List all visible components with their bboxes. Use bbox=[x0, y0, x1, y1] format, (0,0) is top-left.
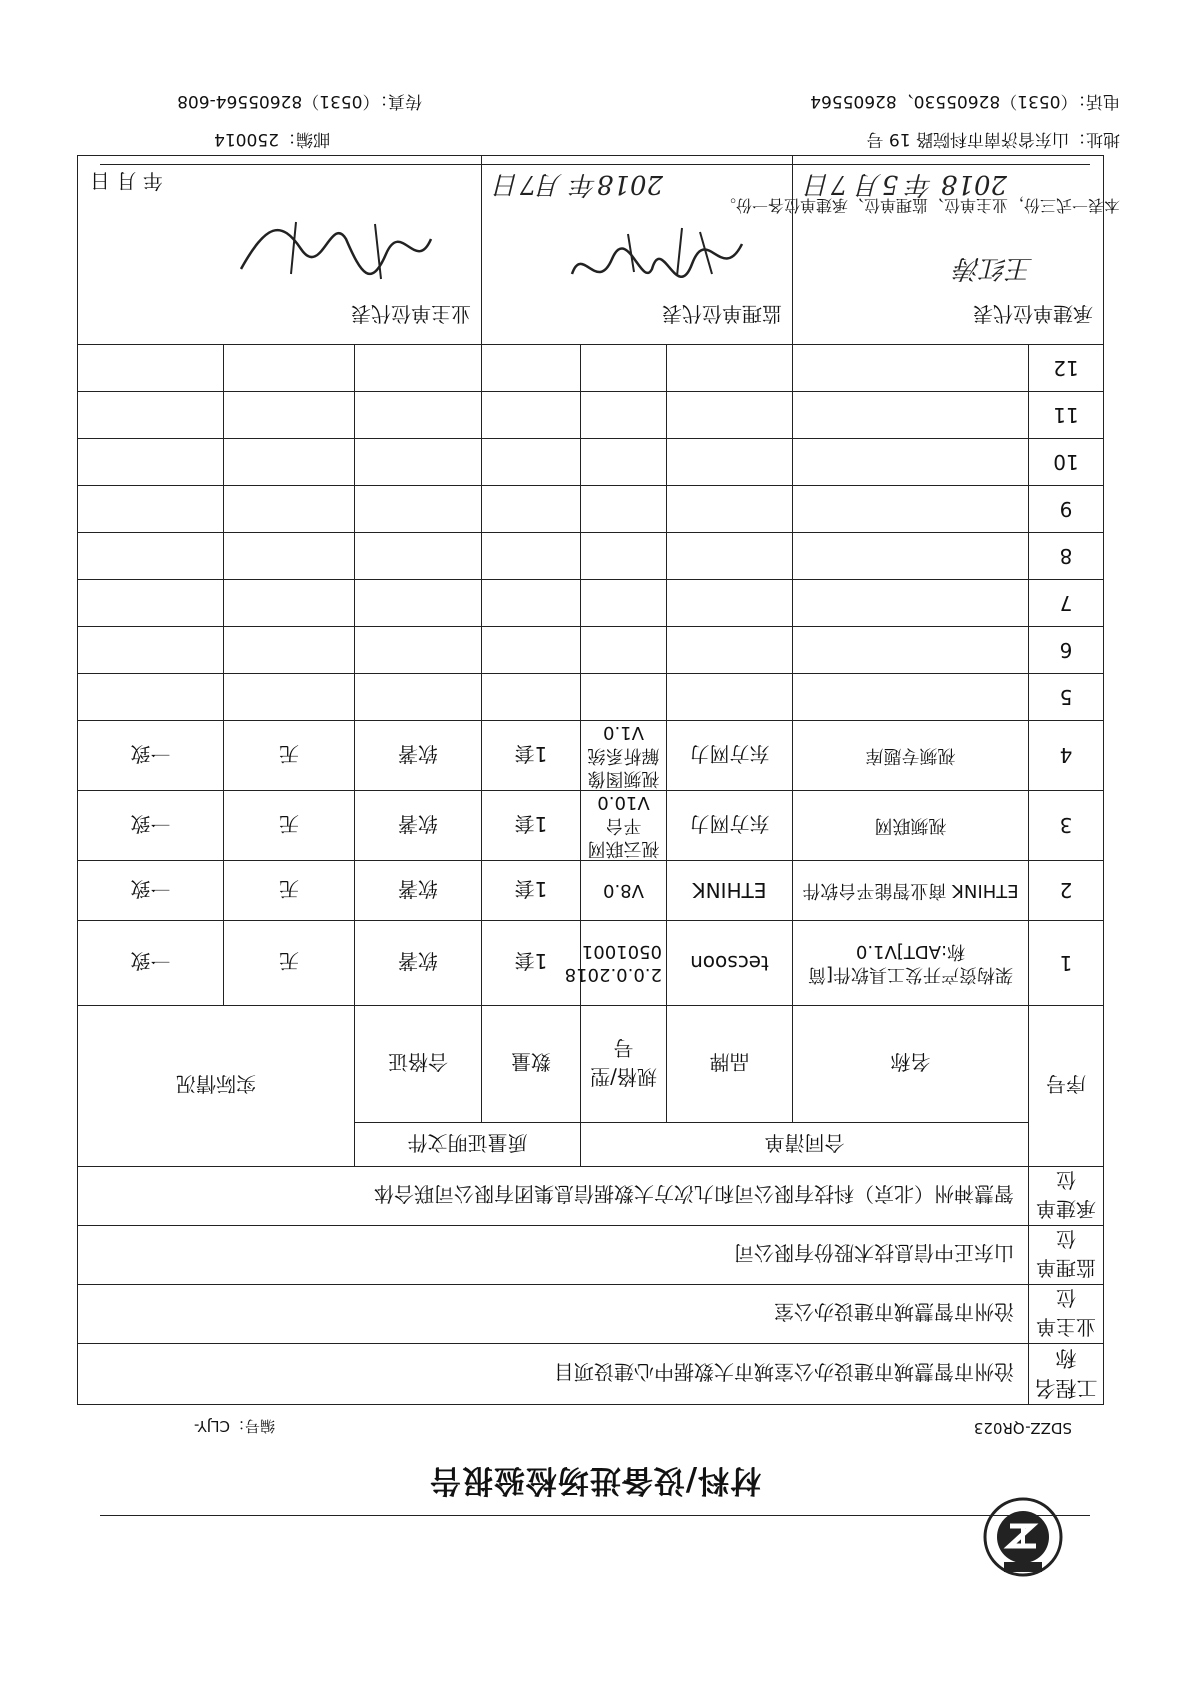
item-brand bbox=[667, 533, 793, 580]
item-brand bbox=[667, 627, 793, 674]
item-quantity bbox=[482, 439, 581, 486]
item-quantity: 1套 bbox=[482, 791, 581, 861]
item-quantity bbox=[482, 486, 581, 533]
form-code: SDZZ-QR023 bbox=[973, 1419, 1072, 1437]
item-actual-situation bbox=[78, 580, 224, 627]
item-test-report bbox=[224, 439, 355, 486]
col-header-cert: 合格证 bbox=[355, 1006, 482, 1123]
footer-postcode: 邮编：250014 bbox=[214, 129, 330, 149]
item-name bbox=[793, 439, 1029, 486]
item-quantity bbox=[482, 674, 581, 721]
item-quantity bbox=[482, 627, 581, 674]
item-brand: 东方网力 bbox=[667, 721, 793, 791]
item-brand: 东方网力 bbox=[667, 791, 793, 861]
item-certificate: 软著 bbox=[355, 861, 482, 921]
item-test-report bbox=[224, 392, 355, 439]
supervisor-signature-scribble bbox=[562, 214, 752, 294]
title-divider-line bbox=[100, 1515, 1090, 1516]
item-name: 视频联网 bbox=[793, 791, 1029, 861]
item-name bbox=[793, 674, 1029, 721]
owner-value: 沧州市智慧城市建设办公室 bbox=[78, 1285, 1029, 1344]
item-model bbox=[581, 533, 667, 580]
item-test-report: 无 bbox=[224, 921, 355, 1006]
footer-phone: 电话：（0531）82605530、82605564 bbox=[810, 91, 1120, 111]
item-brand: ETHINK bbox=[667, 861, 793, 921]
table-row bbox=[78, 345, 1104, 392]
item-quantity: 1套 bbox=[482, 921, 581, 1006]
item-model bbox=[581, 486, 667, 533]
item-quantity bbox=[482, 580, 581, 627]
item-certificate bbox=[355, 627, 482, 674]
item-model: 视频图像解析系统V1.0 bbox=[581, 721, 667, 791]
row-number: 9 bbox=[1029, 486, 1104, 533]
item-actual-situation: 一致 bbox=[78, 721, 224, 791]
row-number: 2 bbox=[1029, 861, 1104, 921]
table-row bbox=[78, 533, 1104, 580]
col-header-brand: 品牌 bbox=[667, 1006, 793, 1123]
item-model bbox=[581, 580, 667, 627]
item-brand: tecsoon bbox=[667, 921, 793, 1006]
row-number: 4 bbox=[1029, 721, 1104, 791]
company-seal-logo bbox=[982, 1496, 1064, 1578]
table-row bbox=[78, 580, 1104, 627]
supervisor-sign-date: 2018年 月7日 bbox=[494, 169, 663, 199]
item-name bbox=[793, 580, 1029, 627]
item-test-report bbox=[224, 580, 355, 627]
item-brand bbox=[667, 486, 793, 533]
item-actual-situation: 一致 bbox=[78, 791, 224, 861]
footer-fax: 传真：（0531）82605564-608 bbox=[177, 91, 422, 111]
col-header-qty: 数量 bbox=[482, 1006, 581, 1123]
item-brand bbox=[667, 674, 793, 721]
item-test-report: 无 bbox=[224, 721, 355, 791]
item-certificate bbox=[355, 392, 482, 439]
item-name bbox=[793, 486, 1029, 533]
item-rows bbox=[78, 345, 1104, 1006]
item-actual-situation bbox=[78, 439, 224, 486]
table-row bbox=[78, 674, 1104, 721]
item-brand bbox=[667, 392, 793, 439]
item-brand bbox=[667, 439, 793, 486]
row-number: 3 bbox=[1029, 791, 1104, 861]
item-name: 架构资产开发工具软件[简称:ADT]V1.0 bbox=[793, 921, 1029, 1006]
item-actual-situation: 一致 bbox=[78, 861, 224, 921]
item-quantity bbox=[482, 392, 581, 439]
item-test-report: 无 bbox=[224, 861, 355, 921]
row-number: 12 bbox=[1029, 345, 1104, 392]
item-certificate bbox=[355, 674, 482, 721]
item-actual-situation bbox=[78, 533, 224, 580]
item-test-report: 无 bbox=[224, 791, 355, 861]
page-title: 材料/设备进场检验报告 bbox=[428, 1462, 762, 1498]
supervisor-value: 山东正中信息技术股份有限公司 bbox=[78, 1226, 1029, 1285]
item-model bbox=[581, 439, 667, 486]
table-row bbox=[78, 486, 1104, 533]
supervisor-label: 监理单位 bbox=[1029, 1226, 1104, 1285]
owner-row bbox=[78, 1285, 1104, 1344]
owner-sign-date: 年 月 日 bbox=[90, 169, 163, 193]
table-row bbox=[78, 439, 1104, 486]
item-test-report bbox=[224, 674, 355, 721]
owner-rep-label: 业主单位代表 bbox=[351, 302, 471, 326]
row-number: 10 bbox=[1029, 439, 1104, 486]
item-actual-situation bbox=[78, 674, 224, 721]
contractor-row bbox=[78, 1167, 1104, 1226]
row-number: 7 bbox=[1029, 580, 1104, 627]
item-test-report bbox=[224, 533, 355, 580]
item-certificate bbox=[355, 486, 482, 533]
item-model bbox=[581, 627, 667, 674]
item-model bbox=[581, 392, 667, 439]
item-model bbox=[581, 345, 667, 392]
table-row bbox=[78, 721, 1104, 791]
item-certificate bbox=[355, 345, 482, 392]
item-actual-situation bbox=[78, 486, 224, 533]
owner-signature-scribble bbox=[231, 204, 441, 294]
item-name bbox=[793, 627, 1029, 674]
row-number: 6 bbox=[1029, 627, 1104, 674]
footer-divider-line bbox=[100, 164, 1090, 165]
row-number: 1 bbox=[1029, 921, 1104, 1006]
item-test-report bbox=[224, 345, 355, 392]
distribution-note: 本表一式三份，业主单位、监理单位、承建单位各一份。 bbox=[719, 196, 1120, 215]
owner-label: 业主单位 bbox=[1029, 1285, 1104, 1344]
actual-situation-header: 实际情况 bbox=[78, 1006, 355, 1167]
item-name bbox=[793, 345, 1029, 392]
item-certificate: 软著 bbox=[355, 721, 482, 791]
serial-number-label: 编号：CLJY- bbox=[193, 1417, 275, 1435]
item-quantity: 1套 bbox=[482, 721, 581, 791]
col-header-model: 规格/型号 bbox=[581, 1006, 667, 1123]
row-number: 11 bbox=[1029, 392, 1104, 439]
quality-docs-header: 质量证明文件 bbox=[355, 1123, 581, 1167]
item-actual-situation bbox=[78, 627, 224, 674]
group-header-row bbox=[78, 1123, 1104, 1167]
item-name: ETHINK 商业智能平台软件 bbox=[793, 861, 1029, 921]
item-brand bbox=[667, 580, 793, 627]
item-quantity bbox=[482, 533, 581, 580]
table-row bbox=[78, 921, 1104, 1006]
item-name bbox=[793, 533, 1029, 580]
item-model bbox=[581, 674, 667, 721]
project-name-row bbox=[78, 1344, 1104, 1405]
item-name: 视频专题库 bbox=[793, 721, 1029, 791]
owner-signature-cell bbox=[78, 156, 482, 345]
supervisor-row bbox=[78, 1226, 1104, 1285]
item-name bbox=[793, 392, 1029, 439]
contractor-sign-date: 2018 年 5月 7日 bbox=[805, 169, 1008, 199]
signature-row bbox=[78, 156, 1104, 345]
item-certificate bbox=[355, 439, 482, 486]
item-actual-situation: 一致 bbox=[78, 921, 224, 1006]
item-quantity bbox=[482, 345, 581, 392]
item-certificate bbox=[355, 580, 482, 627]
contractor-signature-cell bbox=[793, 156, 1104, 345]
item-model: 2.0.0.2018 0501001 bbox=[581, 921, 667, 1006]
inspection-form-table bbox=[77, 155, 1104, 1405]
item-certificate: 软著 bbox=[355, 791, 482, 861]
supervisor-signature-cell bbox=[482, 156, 793, 345]
contract-list-header: 合同清单 bbox=[581, 1123, 1029, 1167]
contractor-rep-label: 承建单位代表 bbox=[973, 302, 1093, 326]
item-model: 视云联网平台V10.0 bbox=[581, 791, 667, 861]
contractor-rep-signature: 王红涛 bbox=[954, 253, 1033, 283]
table-row bbox=[78, 791, 1104, 861]
table-row bbox=[78, 392, 1104, 439]
table-row bbox=[78, 627, 1104, 674]
supervisor-rep-label: 监理单位代表 bbox=[662, 302, 782, 326]
item-test-report bbox=[224, 486, 355, 533]
item-actual-situation bbox=[78, 345, 224, 392]
project-name-label: 工程名称 bbox=[1029, 1344, 1104, 1405]
item-quantity: 1套 bbox=[482, 861, 581, 921]
project-name-value: 沧州市智慧城市建设办公室城市大数据中心建设项目 bbox=[78, 1344, 1029, 1405]
table-row bbox=[78, 861, 1104, 921]
item-certificate: 软著 bbox=[355, 921, 482, 1006]
row-number: 5 bbox=[1029, 674, 1104, 721]
row-number: 8 bbox=[1029, 533, 1104, 580]
item-test-report bbox=[224, 627, 355, 674]
no-header: 序号 bbox=[1029, 1006, 1104, 1167]
contractor-value: 智慧神州（北京）科技有限公司和九次方大数据信息集团有限公司联合体 bbox=[78, 1167, 1029, 1226]
item-actual-situation bbox=[78, 392, 224, 439]
item-certificate bbox=[355, 533, 482, 580]
contractor-label: 承建单位 bbox=[1029, 1167, 1104, 1226]
footer-address: 地址：山东省济南市科院路 19 号 bbox=[866, 129, 1120, 149]
col-header-name: 名称 bbox=[793, 1006, 1029, 1123]
item-model: V8.0 bbox=[581, 861, 667, 921]
item-brand bbox=[667, 345, 793, 392]
